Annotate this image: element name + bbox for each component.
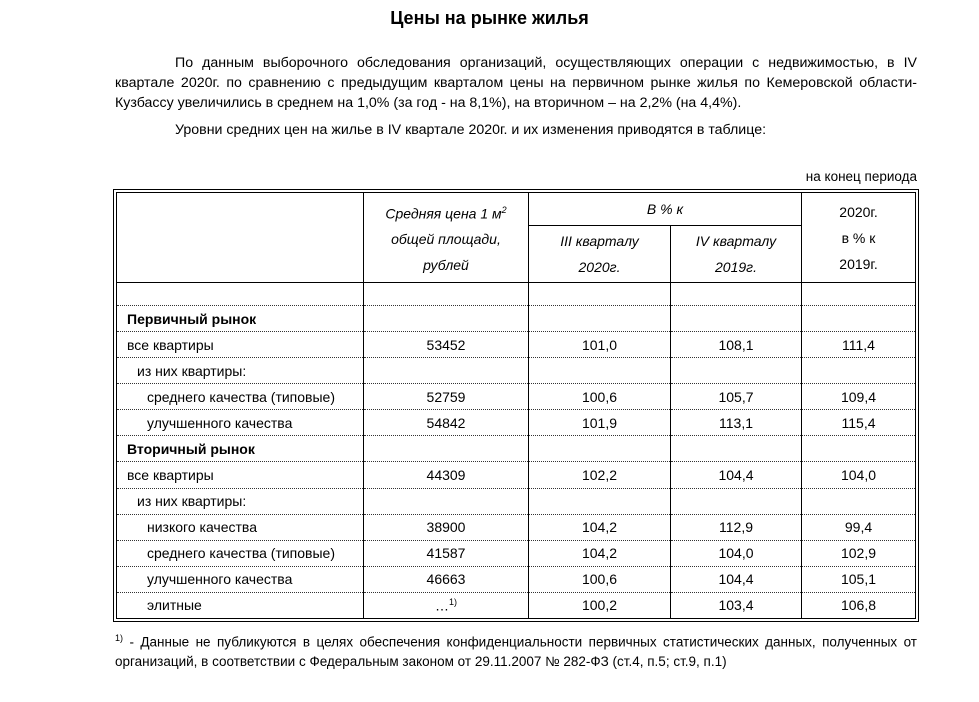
table-row: все квартиры 44309 102,2 104,4 104,0 [117, 462, 916, 488]
footnote-text: - Данные не публикуются в целях обеспечения конфиденциальности первичных статистических данных, полученных от организаций, в соответствии с Федеральным законом от 29.11.2007 № 282-ФЗ (ст.4, п.5; ст.9, п.1) [115, 634, 917, 669]
header-q3: III кварталу 2020г. [529, 226, 671, 283]
table-row: улучшенного качества 54842 101,9 113,1 115,4 [117, 410, 916, 436]
page-title: Цены на рынке жилья [390, 8, 589, 28]
price-table-frame [113, 189, 919, 622]
intro-paragraph: По данным выборочного обследования организаций, осуществляющих операции с недвижимостью, в IV квартале 2020г. по сравнению с предыдущим кварталом цены на первичном рынке жилья по Кемеровской области-Кузбассу увеличились в среднем на 1,0% (за год - на 8,1%), на вторичном – на 2,2% (на 4,4%). [115, 55, 917, 111]
table-row: среднего качества (типовые) 41587 104,2 104,0 102,9 [117, 540, 916, 566]
confidential-price-cell: …$^{1)}$ [364, 592, 529, 618]
table-row: среднего качества (типовые) 52759 100,6 105,7 109,4 [117, 384, 916, 410]
table-row: из них квартиры: [117, 358, 916, 384]
period-note: на конец периода [805, 169, 917, 184]
table-row: элитные …$^{1)}$ 100,2 103,4 106,8 [117, 592, 916, 618]
header-avg-price: Средняя цена 1 $м^2$ общей площади, рублей [364, 193, 529, 283]
footnote-ref: 1) [448, 597, 457, 608]
table-row: Вторичный рынок [117, 436, 916, 462]
table-row: все квартиры 53452 101,0 108,1 111,4 [117, 332, 916, 358]
table-row: из них квартиры: [117, 488, 916, 514]
header-empty-cell [117, 193, 364, 283]
table-row: улучшенного качества 46663 100,6 104,4 105,1 [117, 566, 916, 592]
table-row: низкого качества 38900 104,2 112,9 99,4 [117, 514, 916, 540]
header-q4: IV кварталу 2019г. [671, 226, 802, 283]
header-pct-group: В % к [529, 193, 802, 226]
table-spacer-row [117, 283, 916, 306]
footnote [115, 629, 917, 671]
header-year-pct: 2020г. в % к 2019г. [802, 193, 916, 283]
footnote-marker: 1) [115, 633, 124, 643]
table-intro-paragraph: Уровни средних цен на жилье в IV квартале 2020г. и их изменения приводятся в таблице: [175, 122, 767, 138]
price-table [116, 192, 916, 619]
table-row: Первичный рынок [117, 306, 916, 332]
